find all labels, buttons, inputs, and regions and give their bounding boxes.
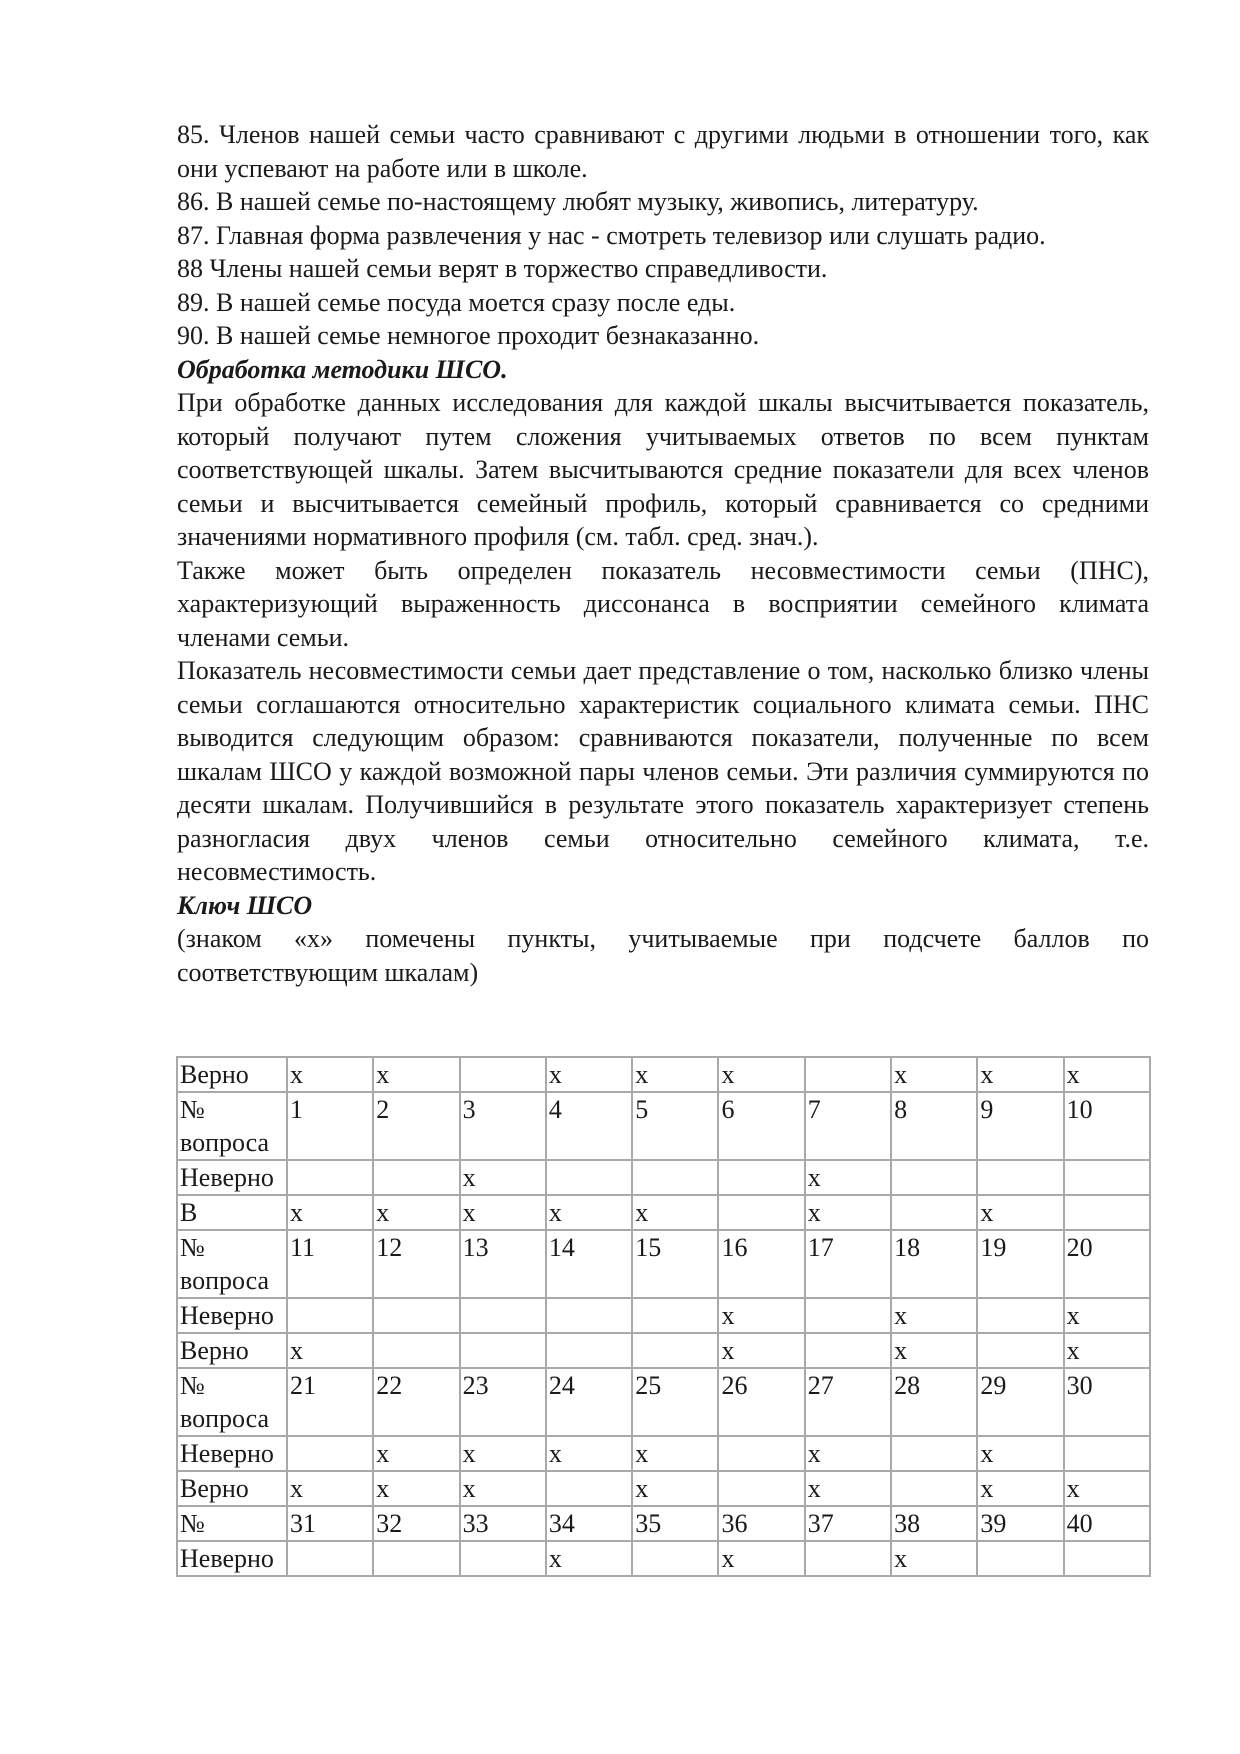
row-label: № вопроса: [177, 1368, 287, 1436]
table-cell: 2: [373, 1092, 459, 1160]
item-89: 89. В нашей семье посуда моется сразу после еды.: [177, 287, 736, 317]
table-cell: [546, 1471, 632, 1506]
table-cell: х: [632, 1436, 718, 1471]
table-cell: [718, 1436, 804, 1471]
table-cell: [373, 1298, 459, 1333]
table-cell: 10: [1064, 1092, 1150, 1160]
processing-heading: Обработка методики ШСО.: [177, 354, 508, 384]
item-85: 85. Членов нашей семьи часто сравнивают с другими людьми в отношении того, как они успевают на работе или в школе.: [177, 120, 1149, 183]
text-block: [177, 118, 1149, 989]
table-cell: 21: [287, 1368, 373, 1436]
table-cell: 15: [632, 1230, 718, 1298]
table-cell: 18: [891, 1230, 977, 1298]
table-cell: 26: [718, 1368, 804, 1436]
table-cell: х: [1064, 1057, 1150, 1092]
table-cell: х: [460, 1471, 546, 1506]
table-cell: 4: [546, 1092, 632, 1160]
row-label: Неверно: [177, 1298, 287, 1333]
table-cell: х: [632, 1471, 718, 1506]
table-cell: [977, 1333, 1063, 1368]
table-cell: х: [805, 1160, 891, 1195]
table-cell: х: [805, 1436, 891, 1471]
table-cell: [632, 1298, 718, 1333]
table-cell: х: [977, 1471, 1063, 1506]
table-cell: 32: [373, 1506, 459, 1541]
table-cell: 40: [1064, 1506, 1150, 1541]
table-cell: [373, 1160, 459, 1195]
table-cell: х: [460, 1436, 546, 1471]
table-cell: [891, 1436, 977, 1471]
table-cell: [805, 1541, 891, 1576]
key-table-body: [177, 1057, 1150, 1576]
table-cell: [1064, 1436, 1150, 1471]
table-cell: [891, 1471, 977, 1506]
table-cell: 16: [718, 1230, 804, 1298]
table-cell: х: [546, 1541, 632, 1576]
table-cell: 8: [891, 1092, 977, 1160]
table-cell: х: [546, 1057, 632, 1092]
table-cell: х: [718, 1057, 804, 1092]
table-cell: 30: [1064, 1368, 1150, 1436]
table-row: [177, 1160, 1150, 1195]
processing-paragraph-3: Показатель несовместимости семьи дает представление о том, насколько близко члены семьи соглашаются относительно характеристик социального климата семьи. ПНС выводится следующим образом: сравниваются показатели, полученные по всем шкалам ШСО у каждой возможной пары членов семьи. Эти различия суммируются по десяти шкалам. Получившийся в результате этого показатель характеризует степень разногласия двух членов семьи относительно семейного климата, т.е. несовместимость.: [177, 656, 1149, 886]
table-row: [177, 1333, 1150, 1368]
table-cell: 12: [373, 1230, 459, 1298]
table-cell: 23: [460, 1368, 546, 1436]
table-cell: [546, 1298, 632, 1333]
table-cell: 28: [891, 1368, 977, 1436]
table-cell: х: [287, 1057, 373, 1092]
row-label: № вопроса: [177, 1230, 287, 1298]
table-cell: [805, 1057, 891, 1092]
table-cell: [546, 1333, 632, 1368]
table-cell: [632, 1160, 718, 1195]
table-cell: [373, 1333, 459, 1368]
table-cell: 37: [805, 1506, 891, 1541]
table-cell: [373, 1541, 459, 1576]
row-label: №: [177, 1506, 287, 1541]
key-note: (знаком «х» помечены пункты, учитываемые при подсчете баллов по соответствующим шкалам): [177, 924, 1149, 987]
table-cell: х: [373, 1471, 459, 1506]
table-cell: х: [718, 1298, 804, 1333]
row-label: Неверно: [177, 1160, 287, 1195]
table-cell: [460, 1298, 546, 1333]
table-cell: 9: [977, 1092, 1063, 1160]
table-cell: х: [373, 1195, 459, 1230]
row-label: Верно: [177, 1471, 287, 1506]
table-cell: 1: [287, 1092, 373, 1160]
table-cell: [1064, 1195, 1150, 1230]
table-cell: 39: [977, 1506, 1063, 1541]
table-cell: [977, 1298, 1063, 1333]
table-cell: [287, 1298, 373, 1333]
table-row: [177, 1298, 1150, 1333]
table-cell: х: [632, 1057, 718, 1092]
table-cell: х: [891, 1298, 977, 1333]
table-cell: [891, 1160, 977, 1195]
table-cell: х: [977, 1057, 1063, 1092]
table-cell: х: [546, 1436, 632, 1471]
row-label: Верно: [177, 1057, 287, 1092]
table-row: [177, 1471, 1150, 1506]
table-row: [177, 1506, 1150, 1541]
table-cell: 11: [287, 1230, 373, 1298]
table-cell: 13: [460, 1230, 546, 1298]
table-cell: 17: [805, 1230, 891, 1298]
table-cell: х: [373, 1436, 459, 1471]
table-cell: х: [1064, 1298, 1150, 1333]
table-cell: [632, 1333, 718, 1368]
table-cell: [1064, 1541, 1150, 1576]
table-cell: 14: [546, 1230, 632, 1298]
table-cell: х: [546, 1195, 632, 1230]
row-label: Неверно: [177, 1436, 287, 1471]
table-cell: х: [1064, 1333, 1150, 1368]
table-cell: [460, 1057, 546, 1092]
table-cell: [718, 1195, 804, 1230]
table-cell: 22: [373, 1368, 459, 1436]
table-cell: 19: [977, 1230, 1063, 1298]
key-heading: Ключ ШСО: [177, 890, 313, 920]
row-label: Неверно: [177, 1541, 287, 1576]
table-cell: 38: [891, 1506, 977, 1541]
table-cell: х: [287, 1195, 373, 1230]
table-cell: 33: [460, 1506, 546, 1541]
table-cell: 5: [632, 1092, 718, 1160]
table-cell: [718, 1471, 804, 1506]
table-cell: 20: [1064, 1230, 1150, 1298]
row-label: Верно: [177, 1333, 287, 1368]
table-row: [177, 1092, 1150, 1160]
table-cell: х: [805, 1195, 891, 1230]
table-row: [177, 1436, 1150, 1471]
row-label: В: [177, 1195, 287, 1230]
table-cell: [287, 1436, 373, 1471]
processing-paragraph-1: При обработке данных исследования для каждой шкалы высчитывается показатель, который получают путем сложения учитываемых ответов по всем пунктам соответствующей шкалы. Затем высчитываются средние показатели для всех членов семьи и высчитывается семейный профиль, который сравнивается со средними значениями нормативного профиля (см. табл. сред. знач.).: [177, 388, 1149, 551]
table-cell: х: [805, 1471, 891, 1506]
table-cell: х: [460, 1160, 546, 1195]
table-cell: х: [718, 1333, 804, 1368]
table-cell: х: [891, 1057, 977, 1092]
table-cell: 27: [805, 1368, 891, 1436]
table-cell: х: [632, 1195, 718, 1230]
table-cell: х: [460, 1195, 546, 1230]
table-cell: 35: [632, 1506, 718, 1541]
table-cell: [460, 1541, 546, 1576]
table-cell: 7: [805, 1092, 891, 1160]
table-cell: [287, 1160, 373, 1195]
table-cell: [287, 1541, 373, 1576]
table-cell: [460, 1333, 546, 1368]
row-label: № вопроса: [177, 1092, 287, 1160]
table-cell: [718, 1160, 804, 1195]
table-cell: х: [891, 1333, 977, 1368]
item-90: 90. В нашей семье немногое проходит безнаказанно.: [177, 321, 760, 350]
table-cell: х: [977, 1195, 1063, 1230]
item-87: 87. Главная форма развлечения у нас - смотреть телевизор или слушать радио.: [177, 220, 1046, 250]
table-row: [177, 1230, 1150, 1298]
table-row: [177, 1368, 1150, 1436]
table-cell: [805, 1333, 891, 1368]
table-cell: 29: [977, 1368, 1063, 1436]
table-cell: 34: [546, 1506, 632, 1541]
table-cell: 3: [460, 1092, 546, 1160]
table-cell: 24: [546, 1368, 632, 1436]
key-table: [176, 1056, 1151, 1577]
table-cell: х: [1064, 1471, 1150, 1506]
table-cell: [632, 1541, 718, 1576]
table-cell: х: [287, 1333, 373, 1368]
table-cell: х: [373, 1057, 459, 1092]
table-row: [177, 1195, 1150, 1230]
table-cell: [1064, 1160, 1150, 1195]
table-cell: [546, 1160, 632, 1195]
table-cell: [977, 1541, 1063, 1576]
table-cell: х: [977, 1436, 1063, 1471]
table-cell: [805, 1298, 891, 1333]
table-cell: х: [718, 1541, 804, 1576]
table-cell: 25: [632, 1368, 718, 1436]
item-86: 86. В нашей семье по-настоящему любят музыку, живопись, литературу.: [177, 187, 979, 216]
item-88: 88 Члены нашей семьи верят в торжество справедливости.: [177, 254, 828, 283]
table-cell: 31: [287, 1506, 373, 1541]
table-row: [177, 1541, 1150, 1576]
table-cell: [891, 1195, 977, 1230]
table-cell: 6: [718, 1092, 804, 1160]
table-cell: 36: [718, 1506, 804, 1541]
table-cell: [977, 1160, 1063, 1195]
table-cell: х: [287, 1471, 373, 1506]
table-cell: х: [891, 1541, 977, 1576]
table-row: [177, 1057, 1150, 1092]
processing-paragraph-2: Также может быть определен показатель несовместимости семьи (ПНС), характеризующий выраженность диссонанса в восприятии семейного климата членами семьи.: [177, 555, 1149, 652]
